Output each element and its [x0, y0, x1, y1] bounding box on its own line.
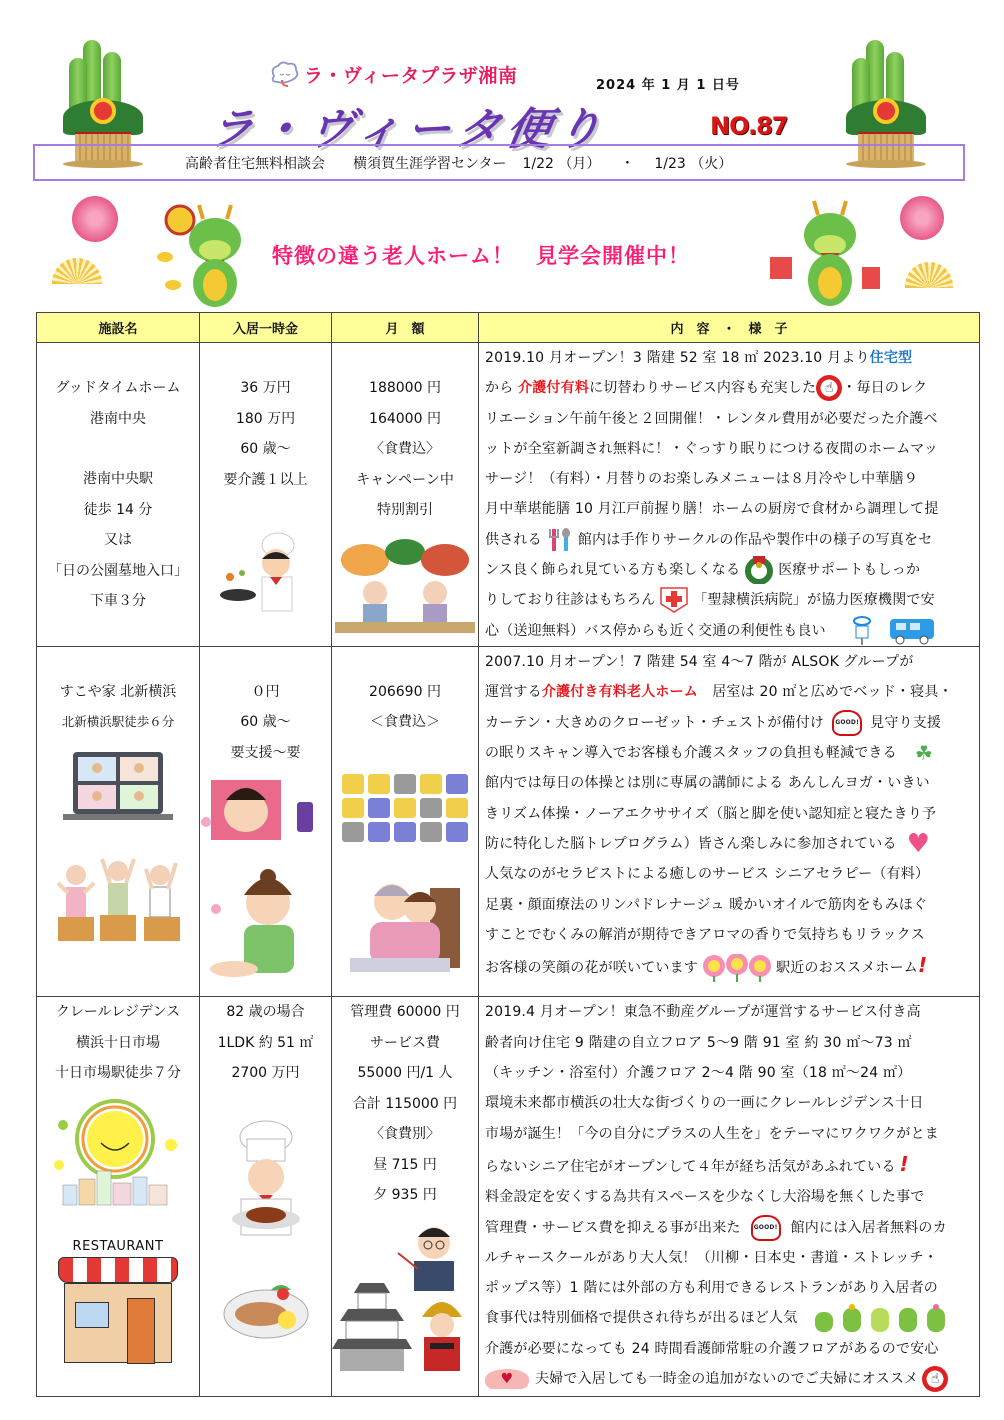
bus-stop-icon — [852, 616, 872, 646]
entry-fee-cell — [200, 997, 332, 1397]
meal-excluded-note: 〈食費別〉 — [370, 1126, 440, 1143]
content-line: ポップス等）1 階には外部の方も利用できるレストランがあり入居者の — [485, 1280, 938, 1297]
content-text: に切替わりサービス内容も充実した — [589, 380, 817, 397]
facility-area: 横浜十日市場 — [76, 1034, 160, 1051]
monthly-fee-cell — [332, 646, 479, 997]
table-row — [37, 343, 980, 647]
content-text: 駅近のおススメホーム — [776, 960, 918, 977]
headline: 特徴の違う老人ホーム！ 見学会開催中！ — [272, 244, 690, 268]
nurse-cap-heart-icon: ♥ — [485, 1369, 529, 1389]
cloud-logo-icon — [268, 60, 300, 88]
red-cross-icon — [659, 586, 689, 614]
dragon-left-illustration — [145, 185, 255, 310]
lunch-price: 昼 715 円 — [373, 1156, 437, 1173]
content-text: 運営する — [485, 684, 542, 701]
issue-number: NO.87 — [710, 112, 788, 140]
video-call-illustration — [63, 748, 173, 828]
facility-name: クレールレジデンス — [55, 1004, 181, 1021]
smiling-sun-city-illustration — [53, 1095, 183, 1210]
facility-table — [36, 312, 980, 1397]
content-text: カーテン・大きめのクローゼット・チェストが備付け — [485, 714, 825, 731]
content-line — [485, 1149, 973, 1182]
brand-name: ラ・ヴィータプラザ湘南 — [304, 64, 518, 87]
table-header-row — [37, 313, 980, 343]
content-cell — [479, 646, 980, 997]
grilled-fish-illustration — [221, 1274, 311, 1344]
content-line: きリズム体操・ノーアエクササイズ（脳と脚を使い認知症と寝たきり予 — [485, 805, 937, 822]
age-requirement: 60 歳～ — [240, 714, 291, 731]
content-text: お客様の笑顔の花が咲いています — [485, 960, 698, 977]
content-line — [485, 373, 973, 403]
highlight-care-type: 介護付き有料老人ホーム — [541, 684, 699, 701]
facial-massage-illustration — [201, 772, 331, 847]
facility-name-cell — [37, 343, 200, 647]
access-walk: 北新横浜駅徒歩６分 — [61, 714, 175, 730]
entry-fee-line: 36 万円 — [240, 380, 291, 396]
content-line: 足裏・顔面療法のリンパドレナージュ 暖かいオイルで筋肉をもみほぐ — [485, 896, 928, 913]
plum-blossom-decoration — [72, 196, 118, 242]
content-text: 心（送迎無料）バス停からも近く交通の利便性も良い — [485, 622, 826, 639]
table-row — [37, 646, 980, 997]
content-text: 居室は 20 ㎡と広めでベッド・寝具・ — [698, 684, 953, 701]
total-fee: 合計 115000 円 — [352, 1095, 458, 1112]
content-cell — [479, 997, 980, 1397]
content-line — [485, 1303, 973, 1333]
issue-date: 2024 年 1 月 1 日号 — [596, 78, 740, 93]
content-text: 館内には入居者無料のカ — [790, 1219, 947, 1236]
monthly-fee-cell — [332, 343, 479, 647]
sleep-scan-screen-illustration — [340, 770, 470, 845]
content-line — [485, 585, 973, 615]
content-line: （キッチン・浴室付）介護フロア 2～4 階 90 室（18 ㎡～24 ㎡） — [485, 1065, 912, 1082]
content-line — [485, 950, 973, 983]
column-header-facility: 施設名 — [37, 313, 200, 343]
bus-icon — [888, 617, 940, 645]
seniors-dining-illustration — [335, 538, 475, 633]
content-text: 食事代は特別価格で提供され待ちが出るほど人気 — [485, 1310, 798, 1327]
facility-area: 港南中央 — [90, 410, 146, 427]
folding-fan-decoration — [905, 262, 953, 288]
plum-blossom-decoration — [900, 196, 944, 240]
consult-date-2: 1/23 （火） — [654, 155, 733, 172]
consult-venue: 横須賀生涯学習センター — [353, 155, 507, 172]
content-line: すことでむくみの解消が期待できアロマの香りで気持ちもリラックス — [485, 926, 925, 943]
content-line: 2019.4 月オープン！東急不動産グループが運営するサービス付き高 — [485, 1004, 921, 1021]
four-leaf-clover-icon: ☘ — [914, 740, 933, 765]
content-text: ・毎日のレク — [842, 380, 928, 397]
consult-separator: ・ — [620, 155, 635, 172]
content-line — [485, 708, 973, 738]
highlight-residential-type: 住宅型 — [869, 350, 913, 366]
access-bus-stop: 「日の公園墓地入口」 — [48, 562, 188, 579]
content-text: 館内は手作りサークルの作品や製作中の様子の写真をセ — [577, 531, 933, 548]
facility-name: すこや家 北新横浜 — [59, 683, 177, 700]
content-text: 「聖隷横浜病院」が協力医療機関で安 — [693, 592, 935, 609]
column-header-entry-fee: 入居一時金 — [200, 313, 332, 343]
content-line: ットが全室新調され無料に！・ぐっすり眠りにつける夜間のホームマッ — [485, 440, 938, 457]
entry-fee-cell — [200, 343, 332, 647]
content-line: ルチャースクールがあり大人気！（川柳・日本史・書道・ストレッチ・ — [485, 1249, 938, 1266]
entry-fee-line: 2700 万円 — [231, 1065, 300, 1082]
age-example: 82 歳の場合 — [226, 1004, 305, 1021]
pointing-finger-icon: ☝ — [816, 375, 842, 401]
content-line — [485, 343, 973, 373]
entry-fee-line: ０円 — [251, 683, 280, 700]
management-fee: 管理費 60000 円 — [350, 1004, 460, 1021]
content-text: 供される — [485, 531, 542, 548]
facility-name-cell — [37, 646, 200, 997]
castle-illustration — [332, 1273, 412, 1373]
content-line: 月中華堪能膳 10 月江戸前握り膳！ホームの厨房で食材から調理して提 — [485, 501, 939, 518]
spacer — [37, 434, 199, 464]
room-size: 1LDK 約 51 ㎡ — [217, 1034, 314, 1051]
monthly-fee-line: 188000 円 — [369, 380, 441, 396]
age-requirement: 60 歳～ — [240, 441, 291, 457]
content-line — [485, 1364, 973, 1394]
chef-cooking-illustration — [216, 515, 316, 615]
content-line: リエーション午前午後と２回開催！・レンタル費用が必要だった介護ベ — [485, 410, 938, 427]
good-thumbs-up-icon: GOOD! — [832, 710, 862, 736]
monthly-fee-line: 164000 円 — [369, 410, 441, 427]
restaurant-sign: RESTAURANT — [72, 1239, 164, 1255]
care-requirement: 要介護１以上 — [223, 471, 308, 488]
content-text: 2019.10 月オープン！3 階建 52 室 18 ㎡ 2023.10 月より — [485, 350, 870, 366]
content-line: 齢者向け住宅 9 階建の自立フロア 5～9 階 91 室 約 30 ㎡～73 ㎡ — [485, 1034, 912, 1051]
content-text: 夫婦で入居しても一時金の追加がないのでご夫婦にオススメ — [535, 1371, 919, 1388]
brand-logo — [268, 60, 517, 88]
content-line: 人気なのがセラピストによる癒しのサービス シニアセラピー（有料） — [485, 866, 930, 883]
table-row — [37, 997, 980, 1397]
pointing-finger-icon: ☝ — [922, 1366, 948, 1392]
content-line: サージ！（有料）・月替りのお楽しみメニューは８月冷やし中華膳９ — [485, 471, 918, 488]
content-text: の眠りスキャン導入でお客様も介護スタッフの負担も軽減できる — [485, 745, 897, 762]
dragon-right-illustration — [770, 195, 880, 310]
content-text: 防に特化した脳トレプログラム）皆さん楽しみに参加されている — [485, 836, 897, 853]
content-line: 介護が必要になっても 24 時間看護師常駐の介護フロアがあるので安心 — [485, 1340, 939, 1357]
content-text: ンス良く飾られ見ている方も楽しくなる — [485, 562, 741, 579]
facility-name: グッドタイムホーム — [55, 380, 181, 396]
newsletter-title: ラ・ヴィータ便り — [204, 104, 612, 155]
highlight-care-type: 介護付有料 — [518, 380, 590, 397]
content-line — [485, 677, 973, 707]
senior-exercise-illustration — [48, 853, 188, 948]
content-text: 管理費・サービス費を抑える事が出来た — [485, 1219, 741, 1236]
monthly-fee-cell — [332, 997, 479, 1397]
content-text: 医療サポートもしっか — [778, 562, 921, 579]
smiling-flowers-icon — [702, 954, 772, 982]
content-line — [485, 525, 973, 555]
caregiver-hug-illustration — [340, 868, 470, 978]
christmas-wreath-icon — [744, 556, 774, 584]
column-header-content: 内 容 ・ 様 子 — [479, 313, 980, 343]
facility-name-cell — [37, 997, 200, 1397]
good-thumbs-up-icon: GOOD! — [751, 1215, 781, 1241]
consultation-banner — [33, 144, 965, 181]
samurai-armor-illustration — [412, 1297, 472, 1377]
discount-note: 特別割引 — [377, 502, 433, 518]
fork-spoon-icon — [546, 527, 574, 553]
entry-fee-line: 180 万円 — [235, 410, 296, 427]
access-walk: 徒歩 14 分 — [83, 501, 153, 518]
entry-fee-cell — [200, 646, 332, 997]
consult-date-1: 1/22 （月） — [522, 155, 601, 172]
campaign-note: キャンペーン中 — [356, 471, 454, 488]
content-text: 見守り支援 — [870, 714, 942, 731]
content-text: らないシニア住宅がオープンして４年が経ち活気があふれている — [485, 1158, 896, 1175]
foot-massage-illustration — [206, 865, 326, 985]
content-line: 料金設定を安くする為共有スペースを少なくし大浴場を無くした事で — [485, 1189, 925, 1206]
heart-icon: ♥ — [906, 828, 931, 859]
content-line — [485, 829, 973, 859]
content-cell — [479, 343, 980, 647]
restaurant-illustration — [53, 1239, 183, 1369]
service-fee-label: サービス費 — [370, 1034, 440, 1051]
folding-fan-decoration — [52, 258, 102, 284]
chef-steak-illustration — [211, 1119, 321, 1239]
care-requirement: 要支援～要 — [230, 744, 301, 761]
column-header-monthly: 月 額 — [332, 313, 479, 343]
content-line: 館内では毎日の体操とは別に専属の講師による あんしんヨガ・いきい — [485, 775, 930, 792]
meal-included-note: 〈食費込〉 — [370, 441, 440, 457]
content-line — [485, 1213, 973, 1243]
content-line — [485, 738, 973, 768]
content-text: から — [485, 380, 519, 397]
cactus-row-icon — [811, 1304, 951, 1332]
service-fee: 55000 円/1 人 — [357, 1065, 453, 1082]
dinner-price: 夕 935 円 — [373, 1187, 437, 1204]
content-text: りしており往診はもちろん — [485, 592, 656, 609]
content-line: 市場が誕生！「今の自分にプラスの人生を」をテーマにワクワクがとま — [485, 1125, 939, 1142]
access-walk: 十日市場駅徒歩７分 — [55, 1065, 181, 1082]
exclamation-icon: ! — [899, 1151, 909, 1176]
exclamation-icon: ! — [918, 953, 928, 978]
consult-event: 高齢者住宅無料相談会 — [185, 155, 325, 172]
content-line: 2007.10 月オープン！7 階建 54 室 4～7 階が ALSOK グループが — [485, 653, 914, 670]
content-line — [485, 555, 973, 585]
access-bus-time: 下車３分 — [90, 593, 146, 609]
access-station: 港南中央駅 — [83, 471, 153, 487]
content-line — [485, 616, 973, 646]
monthly-fee-line: 206690 円 — [369, 683, 441, 700]
content-line: 環境未来都市横浜の壮大な街づくりの一画にクレールレジデンス十日 — [485, 1095, 924, 1112]
access-or: 又は — [104, 532, 132, 548]
meal-included-note: ＜食費込＞ — [370, 714, 440, 731]
